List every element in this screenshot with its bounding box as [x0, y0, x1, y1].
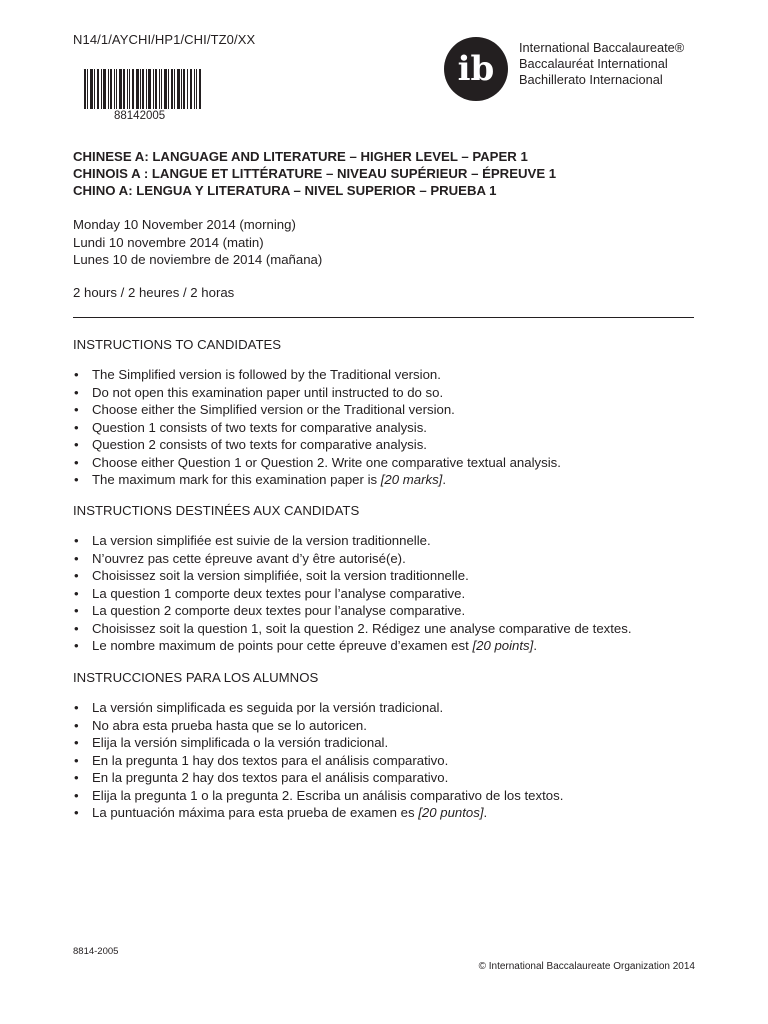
- max-mark-value: [20 puntos]: [418, 805, 484, 820]
- barcode-icon: [84, 69, 201, 109]
- max-mark-text: La puntuación máxima para esta prueba de examen es: [92, 805, 419, 820]
- instruction-item: • Question 1 consists of two texts for comparative analysis.: [73, 419, 713, 437]
- title-en: CHINESE A: LANGUAGE AND LITERATURE – HIGHER LEVEL – PAPER 1: [73, 149, 528, 164]
- instruction-item: • N’ouvrez pas cette épreuve avant d’y être autorisé(e).: [73, 550, 713, 568]
- org-name-fr: Baccalauréat International: [519, 56, 668, 71]
- paper-code: N14/1/AYCHI/HP1/CHI/TZ0/XX: [73, 32, 256, 47]
- instructions-heading: INSTRUCTIONS DESTINÉES AUX CANDIDATS: [73, 503, 360, 518]
- instruction-item: • La question 1 comporte deux textes pour l’analyse comparative.: [73, 585, 713, 603]
- instruction-item: • Do not open this examination paper until instructed to do so.: [73, 384, 713, 402]
- instruction-item: • La version simplifiée est suivie de la version traditionnelle.: [73, 532, 713, 550]
- exam-duration: 2 hours / 2 heures / 2 horas: [73, 285, 235, 300]
- paper-titles: [73, 148, 556, 199]
- instruction-item-max-mark: [73, 804, 713, 822]
- max-mark-period: .: [483, 805, 488, 820]
- max-mark-period: .: [442, 472, 446, 487]
- instructions-heading: INSTRUCTIONS TO CANDIDATES: [73, 337, 282, 352]
- divider: [73, 317, 694, 318]
- date-es: Lunes 10 de noviembre de 2014 (mañana): [73, 252, 323, 267]
- max-mark-text: The maximum mark for this examination paper is: [92, 472, 381, 487]
- instruction-item: • No abra esta prueba hasta que se lo autoricen.: [73, 717, 713, 735]
- instruction-item: • The Simplified version is followed by the Traditional version.: [73, 366, 713, 384]
- instructions-en: [73, 337, 713, 489]
- max-mark-period: .: [533, 638, 537, 653]
- copyright-notice: © International Baccalaureate Organization 2014: [478, 961, 695, 972]
- instruction-item: • Elija la pregunta 1 o la pregunta 2. Escriba un análisis comparativo de los textos.: [73, 787, 713, 805]
- instructions-fr: [73, 503, 713, 655]
- barcode-number: 88142005: [114, 110, 166, 122]
- instruction-item: • Choose either Question 1 or Question 2. Write one comparative textual analysis.: [73, 454, 713, 472]
- instruction-item: • Elija la versión simplificada o la versión tradicional.: [73, 734, 713, 752]
- instruction-item: • Choisissez soit la version simplifiée, soit la version traditionnelle.: [73, 567, 713, 585]
- title-es: CHINO A: LENGUA Y LITERATURA – NIVEL SUPERIOR – PRUEBA 1: [73, 183, 497, 198]
- instruction-item: • La question 2 comporte deux textes pour l’analyse comparative.: [73, 602, 713, 620]
- instruction-list: [73, 366, 713, 489]
- instruction-item-max-mark: [73, 637, 713, 655]
- instruction-list: [73, 532, 713, 655]
- title-fr: CHINOIS A : LANGUE ET LITTÉRATURE – NIVEAU SUPÉRIEUR – ÉPREUVE 1: [73, 166, 557, 181]
- instruction-item: • En la pregunta 1 hay dos textos para el análisis comparativo.: [73, 752, 713, 770]
- max-mark-value: [20 marks]: [380, 472, 443, 487]
- date-en: Monday 10 November 2014 (morning): [73, 217, 296, 232]
- org-name-es: Bachillerato Internacional: [519, 72, 663, 87]
- instruction-item: • Question 2 consists of two texts for comparative analysis.: [73, 436, 713, 454]
- instruction-item: • La versión simplificada es seguida por la versión tradicional.: [73, 699, 713, 717]
- max-mark-text: Le nombre maximum de points pour cette épreuve d’examen est: [92, 638, 473, 653]
- org-name-en: International Baccalaureate®: [519, 40, 685, 55]
- exam-dates: [73, 216, 322, 269]
- ib-logo-text: ib: [457, 49, 495, 89]
- max-mark-value: [20 points]: [472, 638, 534, 653]
- organization-names: [519, 40, 684, 88]
- instruction-item: • Choisissez soit la question 1, soit la question 2. Rédigez une analyse comparative de textes.: [73, 620, 713, 638]
- footer-code: 8814-2005: [73, 946, 119, 957]
- instruction-item-max-mark: [73, 471, 713, 489]
- date-fr: Lundi 10 novembre 2014 (matin): [73, 234, 264, 250]
- instruction-item: • En la pregunta 2 hay dos textos para el análisis comparativo.: [73, 769, 713, 787]
- instructions-es: [73, 670, 713, 822]
- instructions-heading: INSTRUCCIONES PARA LOS ALUMNOS: [73, 670, 319, 685]
- ib-logo-icon: [442, 36, 510, 102]
- instruction-item: • Choose either the Simplified version or the Traditional version.: [73, 401, 713, 419]
- instruction-list: [73, 699, 713, 822]
